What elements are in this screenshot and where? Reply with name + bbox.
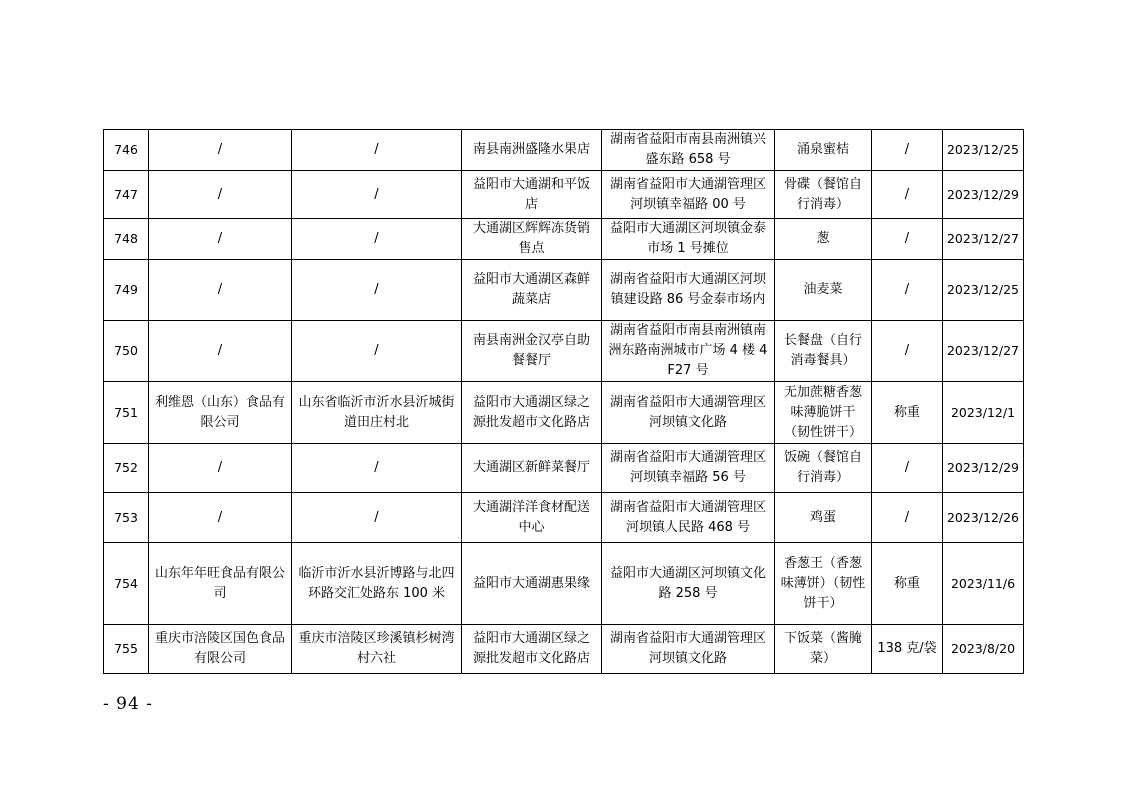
product-name-cell: 香葱王（香葱味薄饼）（韧性饼干） bbox=[775, 543, 872, 625]
producer-address-cell: 山东省临沂市沂水县沂城街道田庄村北 bbox=[292, 382, 462, 444]
seller-name-cell: 益阳市大通湖惠果缘 bbox=[462, 543, 602, 625]
seller-address-cell: 湖南省益阳市大通湖管理区河坝镇人民路 468 号 bbox=[602, 493, 775, 543]
seller-name-cell: 益阳市大通湖区绿之源批发超市文化路店 bbox=[462, 625, 602, 674]
row-number-cell: 752 bbox=[104, 444, 149, 493]
table-row bbox=[104, 321, 1024, 382]
producer-address-cell: / bbox=[292, 219, 462, 260]
product-name-cell: 饭碗（餐馆自行消毒） bbox=[775, 444, 872, 493]
table-row bbox=[104, 130, 1024, 171]
producer-address-cell: / bbox=[292, 260, 462, 321]
page-number: - 94 - bbox=[103, 694, 153, 714]
specification-cell: / bbox=[872, 260, 943, 321]
production-date-cell: 2023/12/26 bbox=[943, 493, 1024, 543]
product-name-cell: 骨碟（餐馆自行消毒） bbox=[775, 171, 872, 219]
row-number-cell: 753 bbox=[104, 493, 149, 543]
producer-name-cell: / bbox=[149, 444, 292, 493]
production-date-cell: 2023/12/1 bbox=[943, 382, 1024, 444]
table-row bbox=[104, 171, 1024, 219]
table-row bbox=[104, 543, 1024, 625]
specification-cell: / bbox=[872, 444, 943, 493]
product-name-cell: 涌泉蜜桔 bbox=[775, 130, 872, 171]
producer-name-cell: / bbox=[149, 321, 292, 382]
row-number-cell: 755 bbox=[104, 625, 149, 674]
row-number-cell: 749 bbox=[104, 260, 149, 321]
product-name-cell: 葱 bbox=[775, 219, 872, 260]
specification-cell: / bbox=[872, 219, 943, 260]
table-row bbox=[104, 382, 1024, 444]
producer-address-cell: / bbox=[292, 321, 462, 382]
seller-name-cell: 大通湖区新鲜菜餐厅 bbox=[462, 444, 602, 493]
row-number-cell: 751 bbox=[104, 382, 149, 444]
production-date-cell: 2023/12/27 bbox=[943, 321, 1024, 382]
production-date-cell: 2023/12/25 bbox=[943, 130, 1024, 171]
producer-address-cell: 重庆市涪陵区珍溪镇杉树湾村六社 bbox=[292, 625, 462, 674]
producer-name-cell: / bbox=[149, 260, 292, 321]
product-name-cell: 油麦菜 bbox=[775, 260, 872, 321]
producer-name-cell: 重庆市涪陵区国色食品有限公司 bbox=[149, 625, 292, 674]
product-name-cell: 无加蔗糖香葱味薄脆饼干（韧性饼干） bbox=[775, 382, 872, 444]
table-row bbox=[104, 444, 1024, 493]
seller-name-cell: 南县南洲金汉亭自助餐餐厅 bbox=[462, 321, 602, 382]
producer-address-cell: / bbox=[292, 130, 462, 171]
specification-cell: 138 克/袋 bbox=[872, 625, 943, 674]
producer-name-cell: / bbox=[149, 171, 292, 219]
seller-name-cell: 南县南洲盛隆水果店 bbox=[462, 130, 602, 171]
row-number-cell: 748 bbox=[104, 219, 149, 260]
specification-cell: / bbox=[872, 493, 943, 543]
seller-address-cell: 湖南省益阳市南县南洲镇南洲东路南洲城市广场 4 楼 4F27 号 bbox=[602, 321, 775, 382]
seller-address-cell: 湖南省益阳市大通湖管理区河坝镇幸福路 00 号 bbox=[602, 171, 775, 219]
table-body bbox=[104, 130, 1024, 674]
row-number-cell: 750 bbox=[104, 321, 149, 382]
specification-cell: / bbox=[872, 171, 943, 219]
seller-address-cell: 益阳市大通湖区河坝镇文化路 258 号 bbox=[602, 543, 775, 625]
seller-address-cell: 湖南省益阳市大通湖管理区河坝镇文化路 bbox=[602, 625, 775, 674]
production-date-cell: 2023/12/29 bbox=[943, 444, 1024, 493]
seller-address-cell: 湖南省益阳市大通湖管理区河坝镇幸福路 56 号 bbox=[602, 444, 775, 493]
table-row bbox=[104, 260, 1024, 321]
seller-name-cell: 益阳市大通湖区绿之源批发超市文化路店 bbox=[462, 382, 602, 444]
producer-address-cell: / bbox=[292, 493, 462, 543]
row-number-cell: 754 bbox=[104, 543, 149, 625]
row-number-cell: 747 bbox=[104, 171, 149, 219]
producer-name-cell: / bbox=[149, 493, 292, 543]
table-row bbox=[104, 625, 1024, 674]
producer-name-cell: 利维恩（山东）食品有限公司 bbox=[149, 382, 292, 444]
product-name-cell: 鸡蛋 bbox=[775, 493, 872, 543]
table-row bbox=[104, 493, 1024, 543]
production-date-cell: 2023/12/27 bbox=[943, 219, 1024, 260]
producer-name-cell: / bbox=[149, 219, 292, 260]
specification-cell: 称重 bbox=[872, 382, 943, 444]
production-date-cell: 2023/12/25 bbox=[943, 260, 1024, 321]
sampling-results-table bbox=[103, 129, 1024, 674]
production-date-cell: 2023/8/20 bbox=[943, 625, 1024, 674]
producer-address-cell: / bbox=[292, 171, 462, 219]
specification-cell: 称重 bbox=[872, 543, 943, 625]
seller-address-cell: 湖南省益阳市大通湖区河坝镇建设路 86 号金泰市场内 bbox=[602, 260, 775, 321]
seller-name-cell: 益阳市大通湖和平饭店 bbox=[462, 171, 602, 219]
producer-name-cell: 山东年年旺食品有限公司 bbox=[149, 543, 292, 625]
seller-address-cell: 湖南省益阳市大通湖管理区河坝镇文化路 bbox=[602, 382, 775, 444]
product-name-cell: 长餐盘（自行消毒餐具） bbox=[775, 321, 872, 382]
specification-cell: / bbox=[872, 130, 943, 171]
seller-name-cell: 益阳市大通湖区森鲜蔬菜店 bbox=[462, 260, 602, 321]
seller-address-cell: 湖南省益阳市南县南洲镇兴盛东路 658 号 bbox=[602, 130, 775, 171]
seller-name-cell: 大通湖区辉辉冻货销售点 bbox=[462, 219, 602, 260]
producer-address-cell: 临沂市沂水县沂博路与北四环路交汇处路东 100 米 bbox=[292, 543, 462, 625]
specification-cell: / bbox=[872, 321, 943, 382]
production-date-cell: 2023/12/29 bbox=[943, 171, 1024, 219]
seller-address-cell: 益阳市大通湖区河坝镇金泰市场 1 号摊位 bbox=[602, 219, 775, 260]
production-date-cell: 2023/11/6 bbox=[943, 543, 1024, 625]
producer-name-cell: / bbox=[149, 130, 292, 171]
row-number-cell: 746 bbox=[104, 130, 149, 171]
seller-name-cell: 大通湖洋洋食材配送中心 bbox=[462, 493, 602, 543]
producer-address-cell: / bbox=[292, 444, 462, 493]
product-name-cell: 下饭菜（酱腌菜） bbox=[775, 625, 872, 674]
table-row bbox=[104, 219, 1024, 260]
